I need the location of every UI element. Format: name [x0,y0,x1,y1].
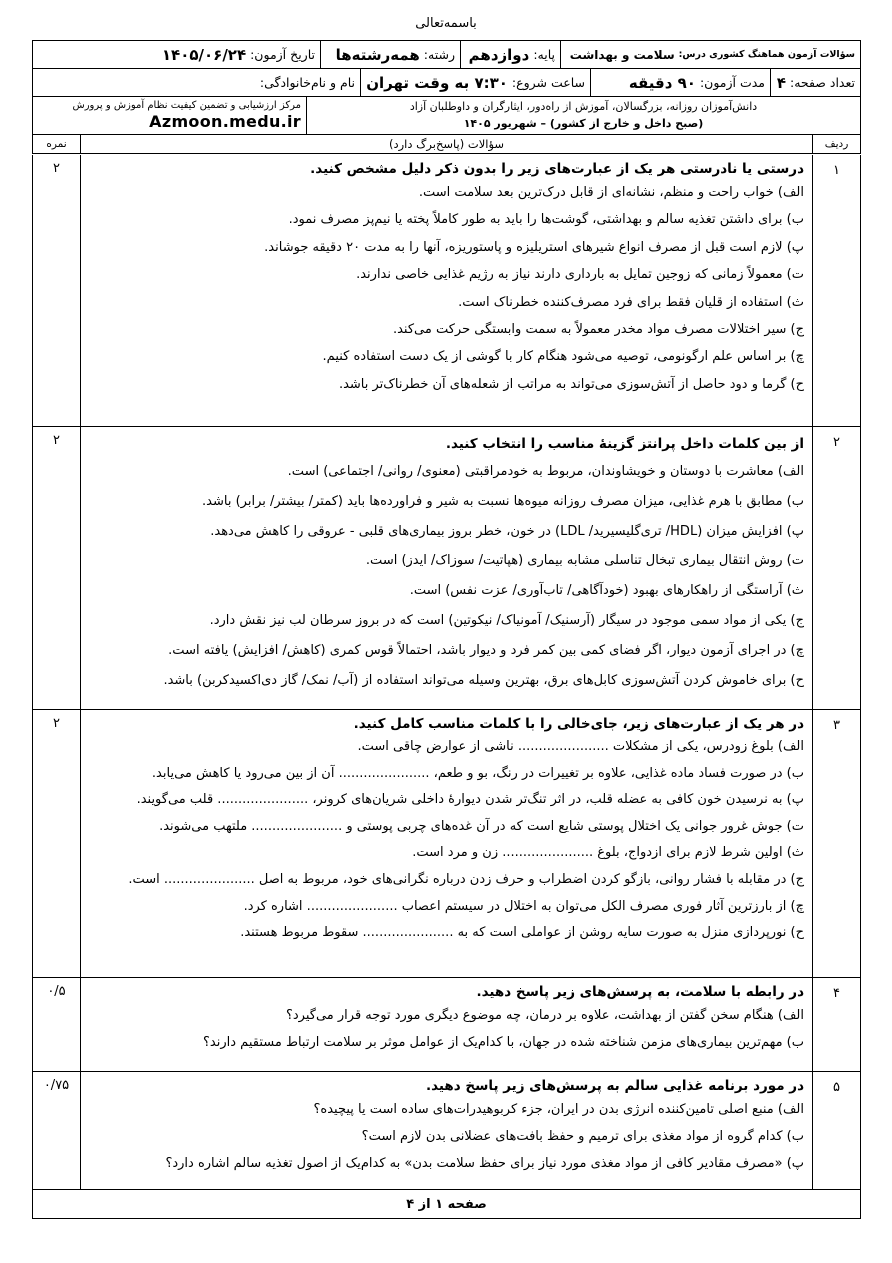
exam-header [32,40,861,154]
question-item: ت) روش انتقال بیماری تبخال تناسلی مشابه بیماری (هپاتیت/ سوزاک/ ایدز) است. [365,553,804,569]
start-time: ۷:۳۰ به وقت تهران [366,73,508,92]
header-row-3 [33,97,860,135]
exam-date: ۱۴۰۵/۰۶/۲۴ [161,45,247,64]
question-item: چ) در اجرای آزمون دیوار، اگر فضای کمی بین کمر فرد و دیوار باشد، احتمالاً قوس کمری (کاهش/ افزایش) یافته است. [168,642,804,658]
student-name-label: نام و نام‌خانوادگی: [259,75,355,90]
question-row-5 [33,1072,860,1190]
question-score: ۲ [53,161,60,176]
exam-title-cell [560,41,860,68]
question-item: ث) استفاده از قلیان فقط برای فرد مصرف‌کننده خطرناک است. [458,294,804,310]
name-cell[interactable] [33,69,360,96]
question-row-4 [33,978,860,1072]
question-item: ج) یکی از مواد سمی موجود در سیگار (آرسنیک/ آمونیاک/ نیکوتین) است که در بروز سرطان لب نیز نقش دارد. [209,612,804,628]
question-number: ۴ [812,978,860,1071]
website: Azmoon.medu.ir [149,111,301,131]
question-body [80,155,812,426]
question-number: ۳ [812,710,860,977]
start-label: ساعت شروع: [511,75,585,90]
exam-title: سؤالات آزمون هماهنگ کشوری درس: [678,49,855,60]
question-score: ۲ [53,716,60,731]
question-row-3 [33,710,860,978]
pages-label: تعداد صفحه: [789,75,855,90]
question-item: ب) در صورت فساد ماده غذایی، علاوه بر تغییرات در رنگ، بو و طعم، ...................... آن از بین می‌رود یا کاهش می‌یابد. [151,765,804,781]
page-top-title: باسمه‌تعالی [415,16,477,31]
question-item: الف) خواب راحت و منظم، نشانه‌ای از قابل درک‌ترین بعد سلامت است. [418,185,804,200]
question-row-2 [33,427,860,710]
pages-cell [770,69,860,96]
question-item: ث) آراستگی از راهکارهای بهبود (خودآگاهی/ تاب‌آوری/ عزت نفس) است. [409,583,804,599]
subject: سلامت و بهداشت [569,47,675,62]
question-body [80,978,812,1071]
question-item: ب) مطابق با هرم غذایی، میزان مصرف روزانه میوه‌ها نسبت به شیر و فراورده‌ها باید (کمتر/ بیشتر/ برابر) باشد. [202,493,804,509]
question-item: الف) هنگام سخن گفتن از بهداشت، علاوه بر درمان، چه موضوع دیگری مورد توجه قرار می‌گیرد؟ [285,1008,804,1023]
duration-cell [590,69,770,96]
field: همه‌رشته‌ها [335,45,420,64]
grade-label: پایه: [533,47,555,62]
question-item: چ) بر اساس علم ارگونومی، توصیه می‌شود هنگام کار با گوشی از یک دست استفاده کنیم. [322,349,804,365]
question-item: پ) افزایش میزان (HDL/ تری‌گلیسیرید/ LDL) در خون، خطر بروز بیماری‌های قلبی - عروقی را کاهش می‌دهد. [210,523,804,539]
org-cell [33,97,306,134]
question-item: چ) از بارزترین آثار فوری مصرف الکل می‌توان به اختلال در سیستم اعصاب ...................... اشاره کرد. [243,898,804,914]
org-name: مرکز ارزشیابی و تضمین کیفیت نظام آموزش و پرورش [72,99,301,111]
question-item: ح) برای خاموش کردن آتش‌سوزی کابل‌های برق، بهترین وسیله می‌تواند استفاده از (آب/ نمک/ گاز دی‌اکسیدکربن) باشد. [163,672,804,688]
duration: ۹۰ دقیقه [628,73,696,92]
question-item: ب) کدام گروه از مواد مغذی برای ترمیم و حفظ بافت‌های عضلانی بدن لازم است؟ [361,1129,804,1144]
col-score: نمره [46,138,67,150]
question-number: ۵ [812,1072,860,1189]
question-item: ج) در مقابله با فشار روانی، بازگو کردن اضطراب و حرف زدن درباره نگرانی‌های خود، مربوط به اصل ...................... است. [128,871,804,887]
grade-cell [460,41,560,68]
question-item: ج) سیر اختلالات مصرف مواد مخدر معمولاً به سمت وابستگی حرکت می‌کند. [392,322,804,338]
question-item: پ) لازم است قبل از مصرف انواع شیرهای استریلیزه و پاستوریزه، آنها را به مدت ۲۰ دقیقه جوشاند. [264,239,804,255]
question-number: ۱ [812,155,860,426]
description-line-2: (صبح داخل و خارج از کشور) – شهریور ۱۴۰۵ [463,116,704,130]
question-title: در هر یک از عبارت‌های زیر، جای‌خالی را با کلمات مناسب کامل کنید. [353,716,804,732]
question-item: ب) برای داشتن تغذیه سالم و بهداشتی، گوشت‌ها را باید به طور کاملاً پخته یا نیم‌پز مصرف نمود. [288,212,804,228]
field-cell [320,41,460,68]
question-number: ۲ [812,427,860,709]
question-score: ۰/۵ [47,984,66,999]
description-line-1: دانش‌آموزان روزانه، بزرگسالان، آموزش از راه‌دور، ایثارگران و داوطلبان آزاد [409,100,758,113]
question-title: در رابطه با سلامت، به پرسش‌های زیر پاسخ دهید. [476,984,804,1000]
column-header-row [33,135,860,153]
question-item: پ) به نرسیدن خون کافی به عضله قلب، در اثر تنگ‌تر شدن دیوارهٔ داخلی شریان‌های کرونر، ...................... قلب می‌گویند. [136,792,804,808]
question-body [80,710,812,977]
question-item: ت) معمولاً زمانی که زوجین تمایل به بارداری دارند نیاز به رژیم غذایی خاصی ندارند. [356,267,804,283]
header-row-1 [33,41,860,69]
date-label: تاریخ آزمون: [250,47,315,62]
question-body [80,427,812,709]
col-questions: سؤالات (پاسخ‌برگ دارد) [80,135,812,153]
question-item: الف) معاشرت با دوستان و خویشاوندان، مربوط به خودمراقبتی (معنوی/ روانی/ اجتماعی) است. [287,464,804,479]
question-item: پ) «مصرف مقادیر کافی از مواد مغذی مورد نیاز برای حفظ سلامت بدن» به کدام‌یک از اصول تغذیه سالم اشاره دارد؟ [165,1156,804,1171]
question-item: ت) جوش غرور جوانی یک اختلال پوستی شایع است که در آن غده‌های چربی پوستی و ...................... ملتهب می‌شوند. [159,818,804,834]
question-item: ح) گرما و دود حاصل از آتش‌سوزی می‌تواند به مراتب از شعله‌های آن خطرناک‌تر باشد. [338,376,804,392]
page-footer: صفحه ۱ از ۴ [406,1196,487,1212]
question-title: درستی یا نادرستی هر یک از عبارت‌های زیر را بدون ذکر دلیل مشخص کنید. [310,161,804,177]
question-row-1 [33,155,860,427]
col-row: ردیف [812,135,860,153]
question-item: ب) مهم‌ترین بیماری‌های مزمن شناخته شده در جهان، با کدام‌یک از عوامل موثر بر سلامت ارتباط مستقیم دارند؟ [203,1035,804,1050]
question-item: الف) منبع اصلی تامین‌کننده انرژی بدن در ایران، جزء کربوهیدرات‌های ساده است یا پیچیده؟ [313,1102,804,1117]
question-item: الف) بلوغ زودرس، یکی از مشکلات ...................... ناشی از عوارض چاقی است. [357,739,804,754]
grade: دوازدهم [468,45,530,64]
question-item: ث) اولین شرط لازم برای ازدواج، بلوغ ...................... زن و مرد است. [412,845,804,861]
question-score: ۰/۷۵ [43,1078,70,1093]
pages: ۴ [776,73,786,92]
header-row-2 [33,69,860,97]
question-score: ۲ [53,433,60,448]
date-cell [33,41,320,68]
exam-description [306,97,860,134]
field-label: رشته: [423,47,455,62]
questions-table [32,155,861,1219]
duration-label: مدت آزمون: [699,75,765,90]
question-title: در مورد برنامه غذایی سالم به پرسش‌های زیر پاسخ دهید. [425,1078,804,1094]
question-body [80,1072,812,1189]
start-cell [360,69,590,96]
question-title: از بین کلمات داخل پرانتز گزینهٔ مناسب را انتخاب کنید. [445,436,804,452]
question-item: ح) نورپردازی منزل به صورت سایه روشن از عواملی است که به ...................... سقوط مربوط هستند. [240,925,804,941]
